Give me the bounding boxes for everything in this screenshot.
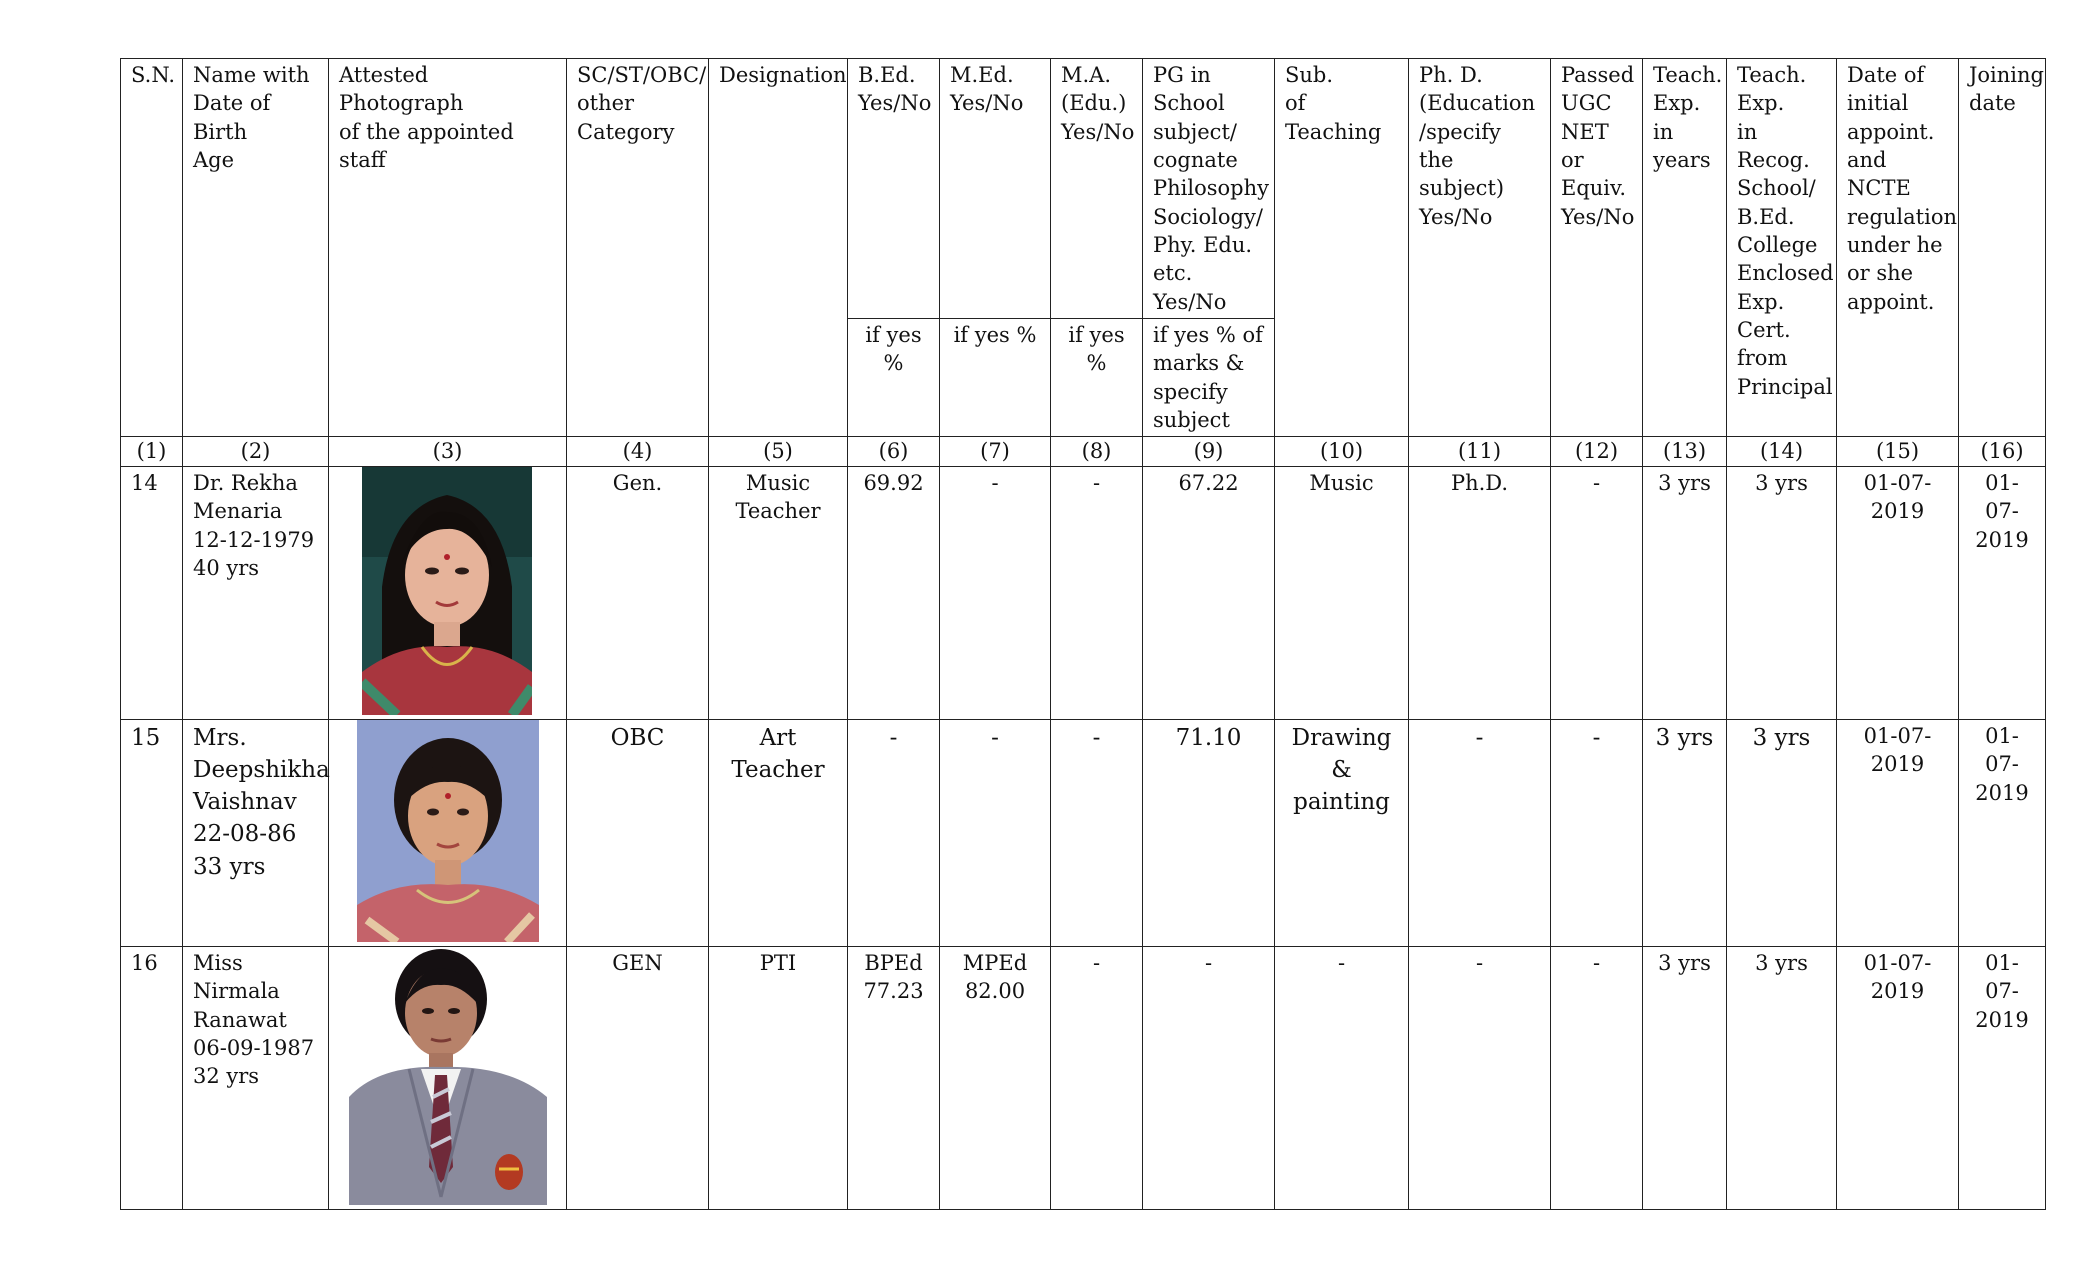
cell-bed: BPEd 77.23 [848, 946, 940, 1209]
col-num: (13) [1643, 437, 1727, 466]
cell-sn: 14 [121, 466, 183, 719]
staff-photo [349, 947, 547, 1205]
col-num: (15) [1837, 437, 1959, 466]
col-num: (6) [848, 437, 940, 466]
cell-teach-exp: 3 yrs [1643, 466, 1727, 719]
staff-table [120, 58, 2046, 1210]
cell-designation: PTI [709, 946, 848, 1209]
header-med-sub: if yes % [940, 319, 1051, 437]
cell-bed: - [848, 719, 940, 946]
cell-joining: 01-07- 2019 [1959, 946, 2046, 1209]
cell-photo [329, 466, 567, 719]
header-ugc: Passed UGC NET or Equiv. Yes/No [1551, 59, 1643, 437]
cell-ugc: - [1551, 946, 1643, 1209]
cell-category: OBC [567, 719, 709, 946]
cell-pg: 67.22 [1143, 466, 1275, 719]
col-num: (2) [183, 437, 329, 466]
cell-photo [329, 719, 567, 946]
table-row [121, 719, 2046, 946]
cell-teach-exp-recog: 3 yrs [1727, 946, 1837, 1209]
header-name: Name with Date of Birth Age [183, 59, 329, 437]
cell-teach-exp: 3 yrs [1643, 719, 1727, 946]
cell-joining: 01-07- 2019 [1959, 719, 2046, 946]
col-num: (11) [1409, 437, 1551, 466]
cell-phd: Ph.D. [1409, 466, 1551, 719]
table-row [121, 466, 2046, 719]
cell-ma: - [1051, 946, 1143, 1209]
header-teach-exp-recog: Teach. Exp. in Recog. School/ B.Ed. College Enclosed Exp. Cert. from Principal [1727, 59, 1837, 437]
col-num: (12) [1551, 437, 1643, 466]
col-num: (1) [121, 437, 183, 466]
staff-photo [357, 720, 539, 942]
cell-teach-exp-recog: 3 yrs [1727, 466, 1837, 719]
staff-photo [362, 467, 532, 715]
header-sn: S.N. [121, 59, 183, 437]
cell-sub: Drawing & painting [1275, 719, 1409, 946]
cell-ugc: - [1551, 466, 1643, 719]
cell-date-initial: 01-07-2019 [1837, 466, 1959, 719]
cell-name: Dr. Rekha Menaria 12-12-1979 40 yrs [183, 466, 329, 719]
col-num: (9) [1143, 437, 1275, 466]
cell-pg: 71.10 [1143, 719, 1275, 946]
header-sub: Sub. of Teaching [1275, 59, 1409, 437]
col-num: (3) [329, 437, 567, 466]
cell-phd: - [1409, 719, 1551, 946]
header-pg: PG in School subject/ cognate Philosophy Sociology/ Phy. Edu. etc. Yes/No [1143, 59, 1275, 319]
header-pg-sub: if yes % of marks & specify subject [1143, 319, 1275, 437]
col-num: (10) [1275, 437, 1409, 466]
header-med: M.Ed. Yes/No [940, 59, 1051, 319]
table-row [121, 946, 2046, 1209]
col-num: (16) [1959, 437, 2046, 466]
header-date-initial: Date of initial appoint. and NCTE regulation under he or she appoint. [1837, 59, 1959, 437]
cell-med: - [940, 719, 1051, 946]
cell-category: GEN [567, 946, 709, 1209]
header-bed: B.Ed. Yes/No [848, 59, 940, 319]
cell-teach-exp-recog: 3 yrs [1727, 719, 1837, 946]
cell-designation: Music Teacher [709, 466, 848, 719]
cell-photo [329, 946, 567, 1209]
col-num: (14) [1727, 437, 1837, 466]
cell-sn: 15 [121, 719, 183, 946]
cell-name: Mrs. Deepshikha Vaishnav 22-08-86 33 yrs [183, 719, 329, 946]
cell-date-initial: 01-07-2019 [1837, 946, 1959, 1209]
cell-med: - [940, 466, 1051, 719]
header-category: SC/ST/OBC/ other Category [567, 59, 709, 437]
col-num: (8) [1051, 437, 1143, 466]
cell-ma: - [1051, 719, 1143, 946]
cell-designation: Art Teacher [709, 719, 848, 946]
header-joining: Joining date [1959, 59, 2046, 437]
cell-ma: - [1051, 466, 1143, 719]
cell-sub: Music [1275, 466, 1409, 719]
header-photo: Attested Photograph of the appointed staff [329, 59, 567, 437]
cell-sn: 16 [121, 946, 183, 1209]
cell-name: Miss Nirmala Ranawat 06-09-1987 32 yrs [183, 946, 329, 1209]
cell-bed: 69.92 [848, 466, 940, 719]
cell-teach-exp: 3 yrs [1643, 946, 1727, 1209]
header-bed-sub: if yes % [848, 319, 940, 437]
cell-category: Gen. [567, 466, 709, 719]
cell-med: MPEd 82.00 [940, 946, 1051, 1209]
col-num: (5) [709, 437, 848, 466]
header-ma: M.A. (Edu.) Yes/No [1051, 59, 1143, 319]
cell-date-initial: 01-07-2019 [1837, 719, 1959, 946]
col-num: (7) [940, 437, 1051, 466]
cell-phd: - [1409, 946, 1551, 1209]
header-phd: Ph. D. (Education /specify the subject) Yes/No [1409, 59, 1551, 437]
cell-ugc: - [1551, 719, 1643, 946]
cell-pg: - [1143, 946, 1275, 1209]
column-number-row [121, 437, 2046, 466]
cell-joining: 01-07- 2019 [1959, 466, 2046, 719]
header-teach-exp: Teach. Exp. in years [1643, 59, 1727, 437]
header-ma-sub: if yes % [1051, 319, 1143, 437]
header-row [121, 59, 2046, 319]
header-designation: Designation [709, 59, 848, 437]
col-num: (4) [567, 437, 709, 466]
cell-sub: - [1275, 946, 1409, 1209]
